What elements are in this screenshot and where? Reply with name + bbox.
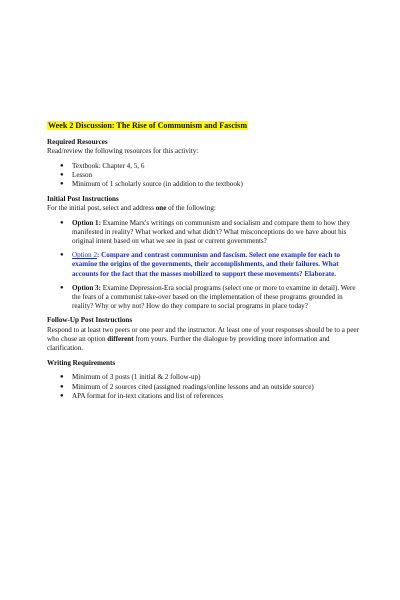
options-list <box>47 219 359 312</box>
list-item <box>60 161 359 171</box>
list-item-text: Textbook: Chapter 4, 5, 6 <box>72 161 145 170</box>
follow-up-section <box>47 316 359 353</box>
title-block <box>47 121 359 131</box>
intro-text-before: For the initial post, select and address <box>47 204 156 213</box>
bullet-icon: ● <box>60 181 64 188</box>
intro-text-bold: one <box>155 204 167 213</box>
list-item <box>60 373 359 382</box>
document-page <box>47 121 359 406</box>
bullet-icon: ● <box>60 383 64 390</box>
follow-up-text-before: Respond to at least two peers or one peer and the instructor. At least one of your responses should be to a peer who chose an option <box>47 325 359 343</box>
required-resources-heading: Required Resources <box>47 138 108 147</box>
required-resources-list <box>47 162 359 190</box>
list-item-text: Minimum of 3 posts (1 initial & 2 follow-up) <box>72 373 201 382</box>
required-resources-intro: Read/review the following resources for this activity: <box>47 147 199 156</box>
bullet-icon: ● <box>60 392 64 399</box>
writing-requirements-list <box>47 373 359 401</box>
page-title: Week 2 Discussion: The Rise of Communism and Fascism <box>48 121 248 130</box>
list-item <box>60 382 359 392</box>
list-item <box>60 180 359 189</box>
bullet-icon: ● <box>60 374 64 381</box>
option-2-link[interactable]: Option 2 <box>72 251 98 260</box>
list-item <box>60 170 359 180</box>
list-item <box>60 391 359 401</box>
option-1-text: Examine Marx's writings on communism and socialism and compare them to how they manifested in reality? What worked and what didn't? What misconceptions do we have about his original intent based on what we see in past or current governments? <box>72 218 350 246</box>
initial-post-section <box>47 195 359 311</box>
option-1-label: Option 1: <box>72 218 101 227</box>
initial-post-heading: Initial Post Instructions <box>47 195 119 204</box>
list-item-text: Minimum of 2 sources cited (assigned readings/online lessons and an outside source) <box>72 382 314 391</box>
option-2-item <box>60 251 359 279</box>
writing-requirements-heading: Writing Requirements <box>47 359 116 368</box>
list-item-text: APA format for in-text citations and list of references <box>72 391 224 400</box>
bullet-icon: ● <box>60 219 64 226</box>
follow-up-text <box>47 326 359 354</box>
intro-text-after: of the following: <box>166 204 216 213</box>
writing-requirements-section <box>47 359 359 401</box>
follow-up-heading: Follow-Up Post Instructions <box>47 316 133 325</box>
follow-up-text-after: from yours. Further the dialogue by providing more information and clarification. <box>47 334 330 353</box>
list-item-text: Lesson <box>72 170 93 179</box>
initial-post-intro <box>47 204 359 213</box>
option-1-item <box>60 218 359 247</box>
follow-up-text-bold: different <box>107 334 134 343</box>
bullet-icon: ● <box>60 252 64 259</box>
option-3-item <box>60 283 359 312</box>
option-3-text: Examine Depression-Era social programs (select one or more to examine in detail). Were the fears of a communist take-over based on the implementation of these programs grounded in reality? Why or why not? How do they compare to social programs in place today? <box>72 283 356 311</box>
bullet-icon: ● <box>60 162 64 169</box>
bullet-icon: ● <box>60 171 64 178</box>
option-2-text: : Compare and contrast communism and fascism. Select one example for each to examine the origins of the governments, their accomplishments, and their failures. What accounts for the fact that the masses mobilized to support these movements? Elaborate. <box>72 251 341 278</box>
required-resources-section <box>47 138 359 189</box>
option-3-label: Option 3: <box>72 283 101 292</box>
list-item-text: Minimum of 1 scholarly source (in addition to the textbook) <box>72 180 243 189</box>
bullet-icon: ● <box>60 284 64 291</box>
